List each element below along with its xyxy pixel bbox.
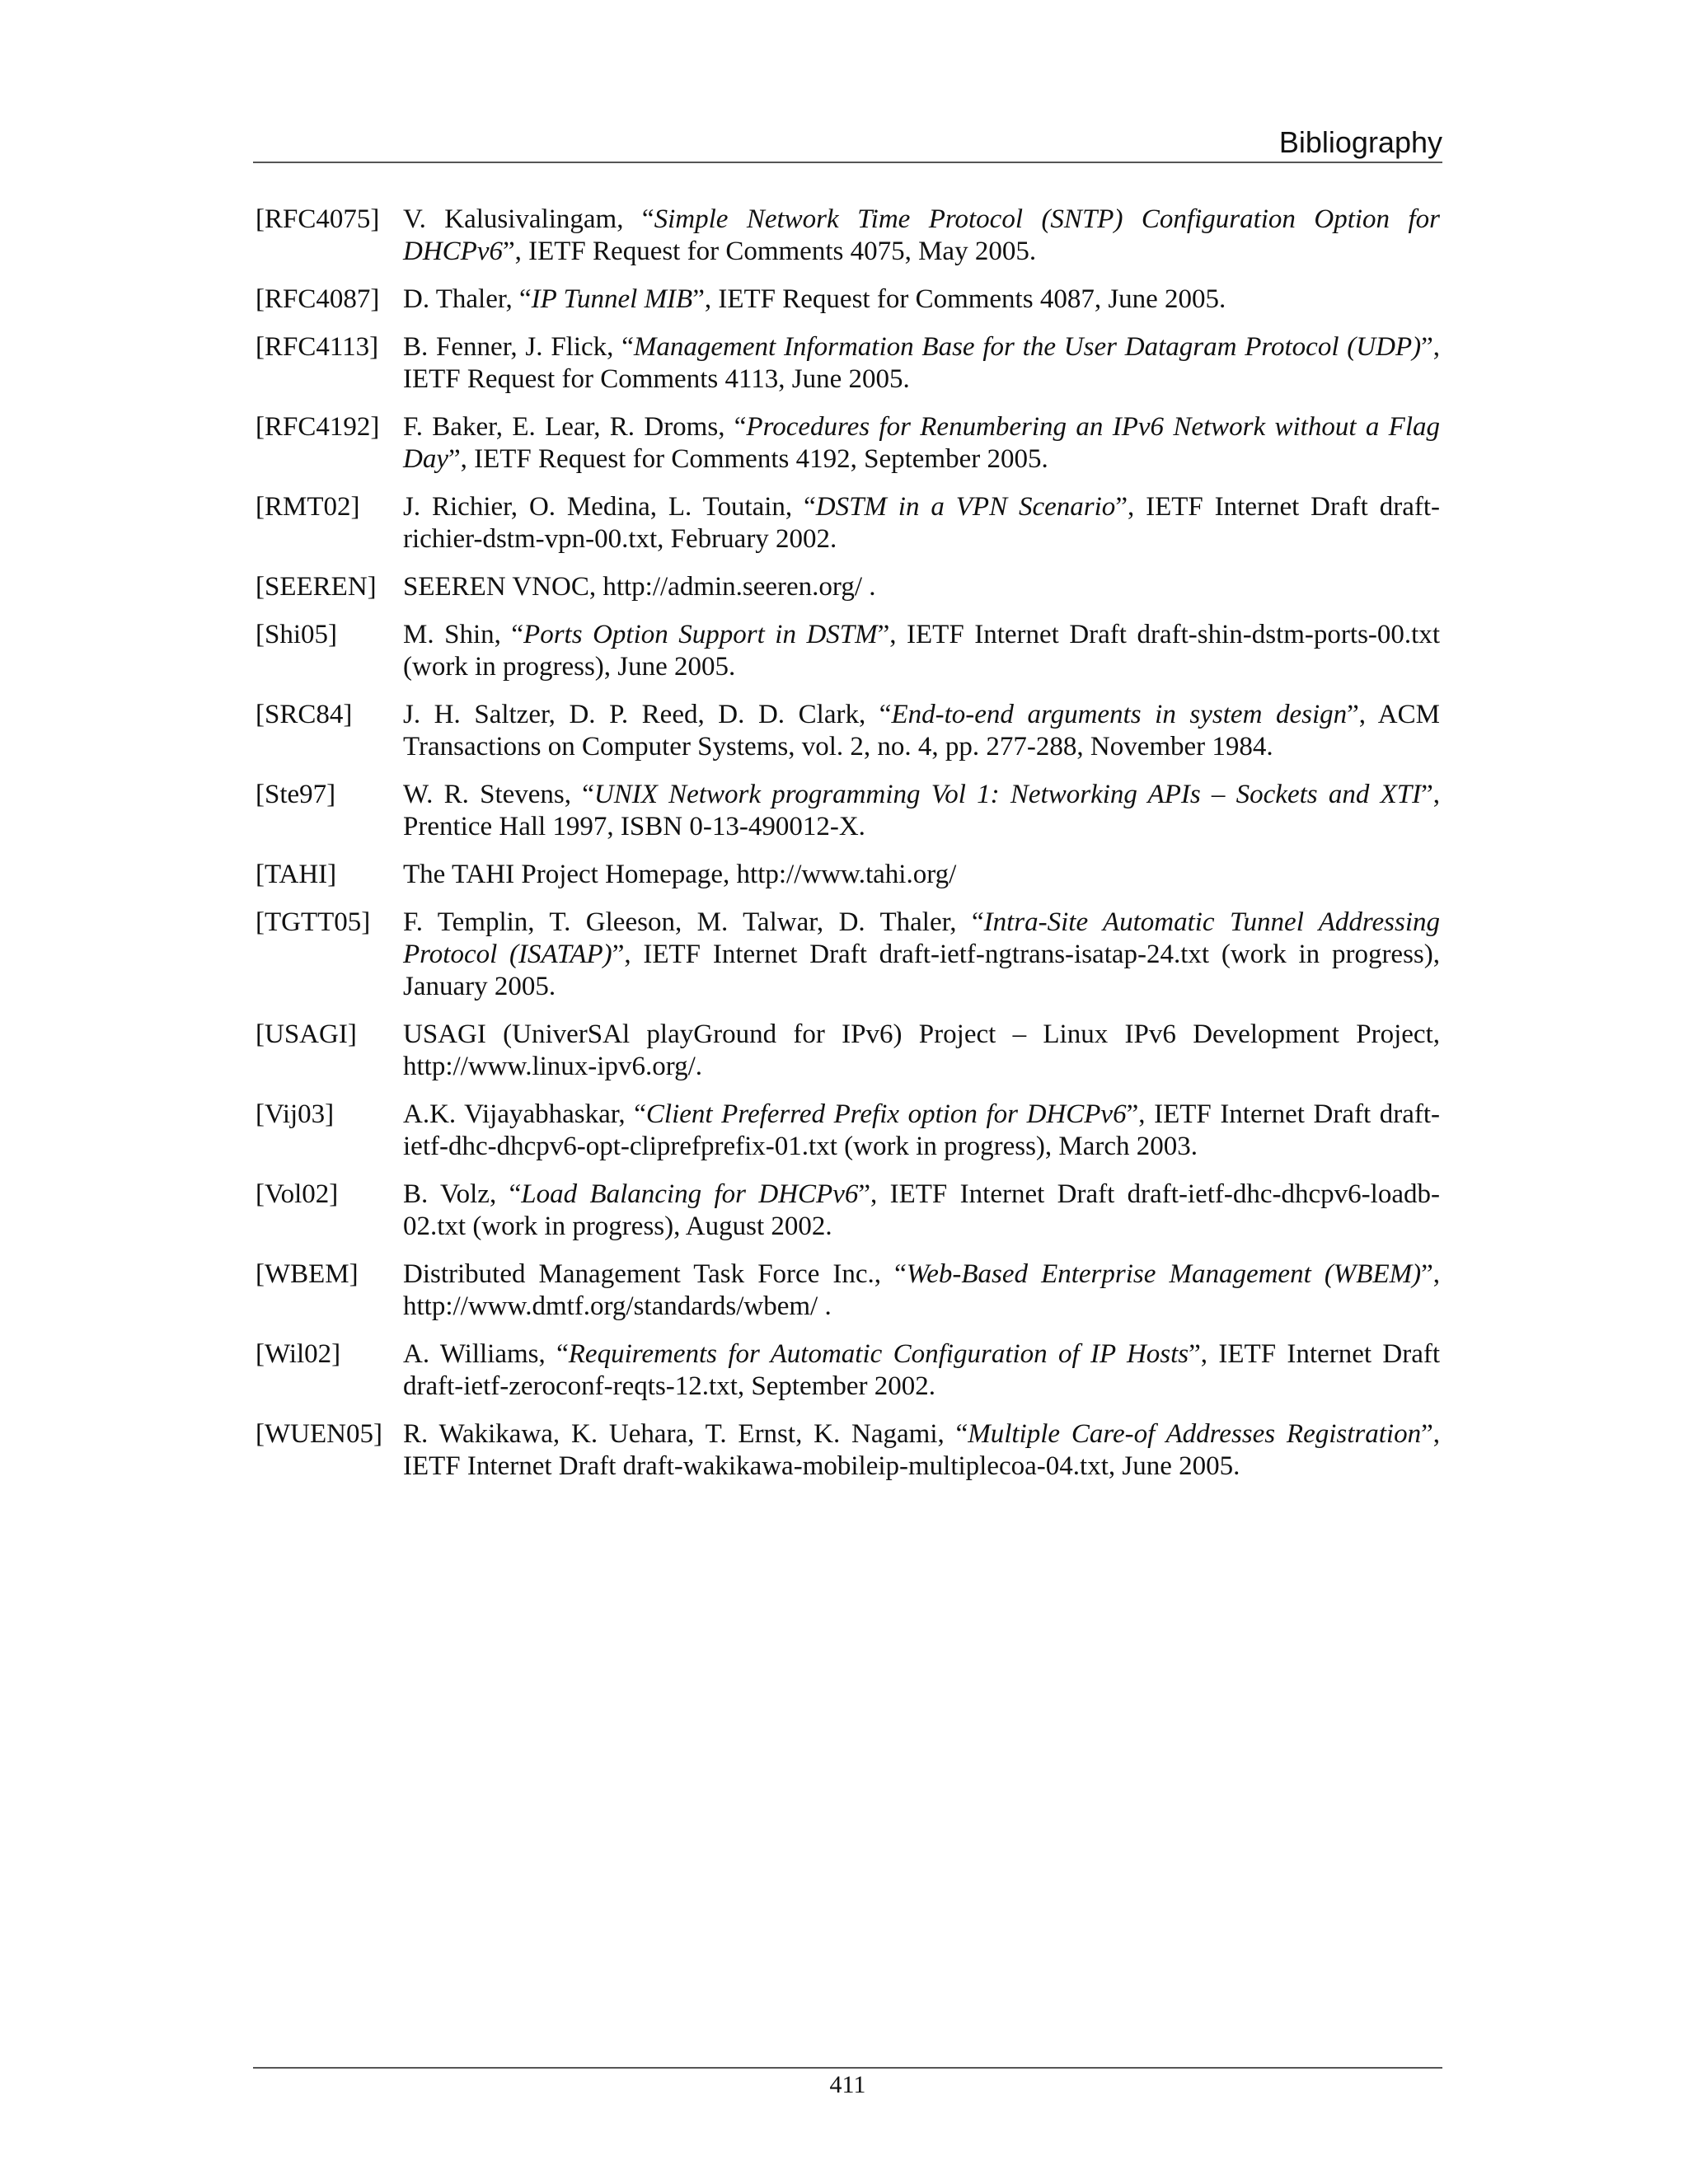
reference-entry (256, 331, 1440, 396)
reference-authors: USAGI (UniverSAl playGround for IPv6) Project – Linux IPv6 Development Project, http://www.linux-ipv6.org/. (403, 1019, 1440, 1081)
reference-title: Client Preferred Prefix option for DHCPv6 (645, 1099, 1127, 1129)
reference-entry (256, 411, 1440, 476)
reference-entry (256, 1338, 1440, 1403)
reference-text (403, 1179, 1440, 1243)
reference-text (403, 491, 1440, 555)
reference-authors: Distributed Management Task Force Inc., “ (403, 1259, 907, 1289)
reference-details: ”, Prentice Hall 1997, ISBN 0-13-490012-X. (403, 780, 1441, 841)
reference-authors: J. Richier, O. Medina, L. Toutain, “ (403, 492, 816, 522)
reference-entry (256, 907, 1440, 1003)
reference-title: UNIX Network programming Vol 1: Networking APIs – Sockets and XTI (593, 780, 1422, 809)
reference-title: Intra-Site Automatic Tunnel Addressing Protocol (ISATAP) (403, 907, 1440, 969)
reference-authors: The TAHI Project Homepage, http://www.tahi.org/ (403, 860, 957, 889)
reference-details: ”, http://www.dmtf.org/standards/wbem/ . (403, 1259, 1440, 1321)
reference-key: [RFC4192] (256, 412, 380, 442)
reference-text (403, 331, 1440, 396)
reference-key: [RFC4087] (256, 284, 380, 314)
reference-text (403, 779, 1440, 843)
reference-entry (256, 1258, 1440, 1323)
reference-text (403, 411, 1440, 476)
reference-entry (256, 491, 1440, 555)
reference-authors: A.K. Vijayabhaskar, “ (403, 1099, 646, 1129)
reference-text (403, 571, 1440, 603)
reference-authors: V. Kalusivalingam, “ (403, 204, 654, 234)
reference-title: IP Tunnel MIB (531, 284, 693, 314)
reference-authors: W. R. Stevens, “ (403, 780, 594, 809)
reference-title: DSTM in a VPN Scenario (815, 492, 1116, 522)
reference-details: ”, IETF Internet Draft draft-ietf-ngtrans-isatap-24.txt (work in progress), January 2005. (403, 940, 1441, 1001)
reference-key: [WBEM] (256, 1259, 359, 1289)
reference-title: Load Balancing for DHCPv6 (521, 1179, 859, 1209)
reference-text (403, 859, 1440, 891)
reference-key: [Vol02] (256, 1179, 339, 1209)
reference-details: ”, IETF Internet Draft draft-ietf-dhc-dhcpv6-loadb-02.txt (work in progress), August 2002. (403, 1179, 1440, 1241)
reference-title: End-to-end arguments in system design (891, 700, 1348, 729)
reference-text (403, 1099, 1440, 1163)
reference-authors: B. Volz, “ (403, 1179, 522, 1209)
reference-text (403, 1418, 1440, 1483)
page-number: 411 (829, 2071, 866, 2098)
reference-authors: F. Baker, E. Lear, R. Droms, “ (403, 412, 747, 442)
reference-text (403, 1338, 1440, 1403)
reference-authors: B. Fenner, J. Flick, “ (403, 332, 634, 362)
reference-text (403, 1019, 1440, 1083)
running-header (253, 124, 1442, 163)
reference-key: [RFC4075] (256, 204, 380, 234)
reference-key: [USAGI] (256, 1019, 357, 1049)
reference-details: ”, IETF Request for Comments 4192, September 2005. (448, 444, 1048, 474)
reference-title: Management Information Base for the User Datagram Protocol (UDP) (633, 332, 1422, 362)
reference-details: ”, IETF Internet Draft draft-ietf-zeroconf-reqts-12.txt, September 2002. (403, 1339, 1441, 1401)
section-title: Bibliography (1278, 125, 1442, 159)
reference-details: ”, IETF Internet Draft draft-wakikawa-mobileip-multiplecoa-04.txt, June 2005. (403, 1419, 1441, 1481)
reference-title: Requirements for Automatic Configuration of IP Hosts (568, 1339, 1189, 1369)
reference-text (403, 699, 1440, 763)
reference-key: [TGTT05] (256, 907, 371, 937)
reference-text (403, 204, 1440, 268)
reference-entry (256, 284, 1440, 316)
reference-details: ”, IETF Request for Comments 4087, June 2005. (692, 284, 1226, 314)
reference-entry (256, 1019, 1440, 1083)
reference-entry (256, 619, 1440, 683)
reference-key: [TAHI] (256, 860, 337, 889)
reference-title: Procedures for Renumbering an IPv6 Network without a Flag Day (403, 412, 1440, 474)
reference-text (403, 284, 1440, 316)
reference-key: [Vij03] (256, 1099, 335, 1129)
reference-details: ”, ACM Transactions on Computer Systems, vol. 2, no. 4, pp. 277-288, November 1984. (403, 700, 1440, 762)
reference-details: ”, IETF Internet Draft draft-ietf-dhc-dhcpv6-opt-cliprefprefix-01.txt (work in progress), March 2003. (403, 1099, 1441, 1161)
reference-authors: F. Templin, T. Gleeson, M. Talwar, D. Thaler, “ (403, 907, 984, 937)
reference-entry (256, 571, 1440, 603)
reference-authors: J. H. Saltzer, D. P. Reed, D. D. Clark, “ (403, 700, 892, 729)
reference-title: Simple Network Time Protocol (SNTP) Configuration Option for DHCPv6 (403, 204, 1440, 266)
reference-authors: SEEREN VNOC, http://admin.seeren.org/ . (403, 572, 876, 602)
reference-text (403, 907, 1440, 1003)
reference-key: [Ste97] (256, 780, 336, 809)
reference-authors: M. Shin, “ (403, 620, 524, 649)
reference-title: Multiple Care-of Addresses Registration (968, 1419, 1422, 1449)
reference-key: [Wil02] (256, 1339, 341, 1369)
reference-key: [RMT02] (256, 492, 360, 522)
footer-rule (253, 2067, 1442, 2069)
bibliography-list (256, 204, 1440, 1498)
reference-details: ”, IETF Internet Draft draft-richier-dstm-vpn-00.txt, February 2002. (403, 492, 1440, 554)
reference-key: [SRC84] (256, 700, 353, 729)
reference-details: ”, IETF Request for Comments 4075, May 2005. (502, 237, 1037, 266)
reference-entry (256, 699, 1440, 763)
reference-text (403, 619, 1440, 683)
reference-key: [RFC4113] (256, 332, 379, 362)
reference-key: [Shi05] (256, 620, 337, 649)
reference-authors: D. Thaler, “ (403, 284, 532, 314)
reference-entry (256, 859, 1440, 891)
reference-title: Web-Based Enterprise Management (WBEM) (906, 1259, 1422, 1289)
reference-entry (256, 1418, 1440, 1483)
reference-text (403, 1258, 1440, 1323)
reference-title: Ports Option Support in DSTM (523, 620, 878, 649)
reference-key: [SEEREN] (256, 572, 377, 602)
reference-authors: R. Wakikawa, K. Uehara, T. Ernst, K. Nagami, “ (403, 1419, 968, 1449)
reference-details: ”, IETF Request for Comments 4113, June 2005. (403, 332, 1440, 394)
reference-entry (256, 204, 1440, 268)
reference-entry (256, 1099, 1440, 1163)
reference-entry (256, 779, 1440, 843)
reference-details: ”, IETF Internet Draft draft-shin-dstm-ports-00.txt (work in progress), June 2005. (403, 620, 1440, 682)
reference-key: [WUEN05] (256, 1419, 382, 1449)
reference-entry (256, 1179, 1440, 1243)
reference-authors: A. Williams, “ (403, 1339, 569, 1369)
